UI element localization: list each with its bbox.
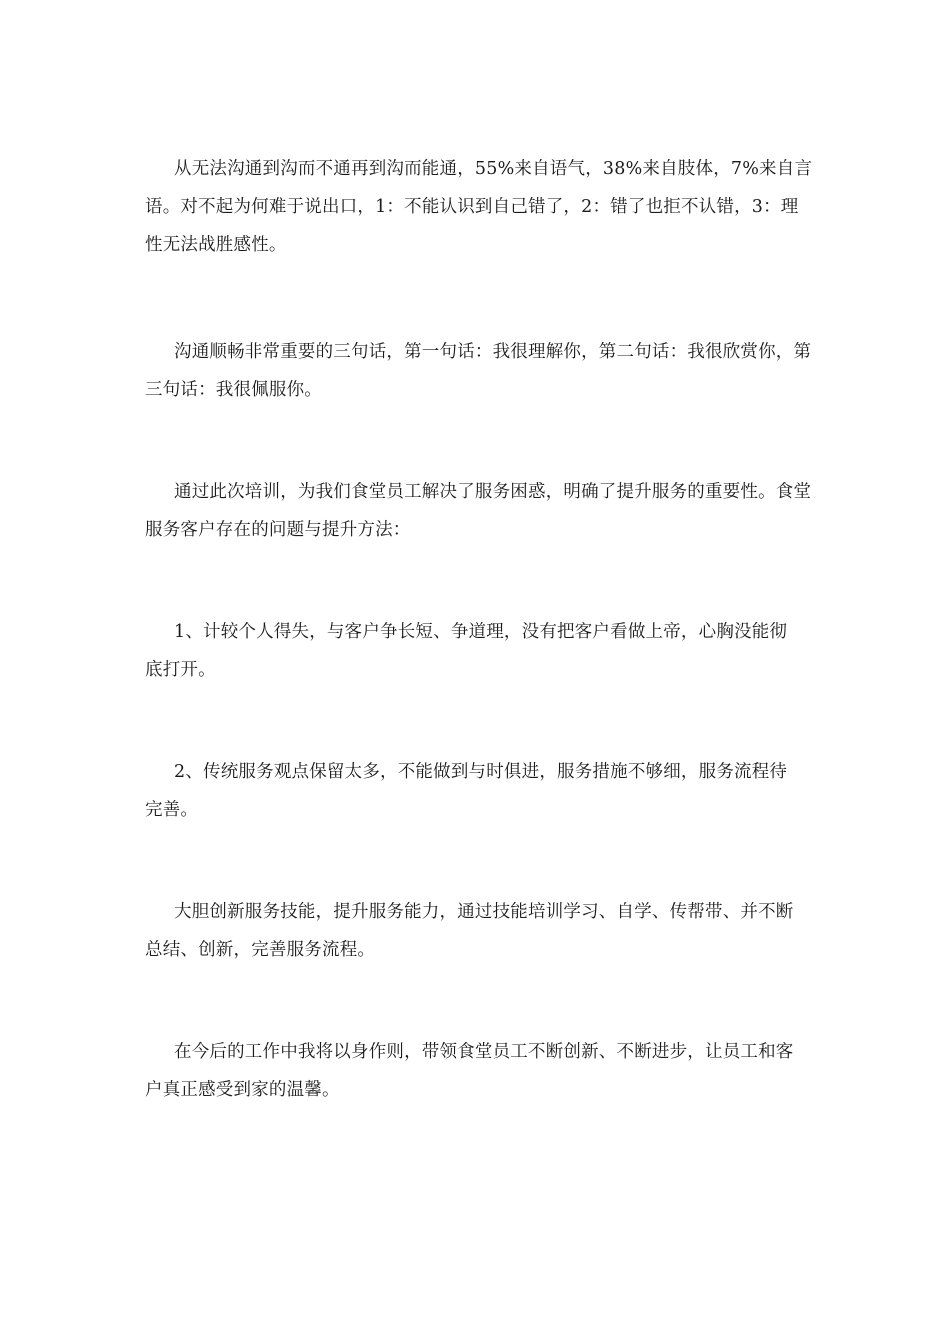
paragraph-training-summary: 通过此次培训，为我们食堂员工解决了服务困惑，明确了提升服务的重要性。食堂服务客户存在的问题与提升方法： [145, 482, 812, 540]
paragraph-future-work: 在今后的工作中我将以身作则，带领食堂员工不断创新、不断进步，让员工和客户真正感受到家的温馨。 [145, 1042, 794, 1100]
paragraph-three-sentences: 沟通顺畅非常重要的三句话，第一句话：我很理解你，第二句话：我很欣赏你，第三句话：我很佩服你。 [145, 342, 812, 400]
paragraph-innovation: 大胆创新服务技能，提升服务能力，通过技能培训学习、自学、传帮带、并不断总结、创新，完善服务流程。 [145, 902, 794, 960]
paragraph-issue-1: 1、计较个人得失，与客户争长短、争道理，没有把客户看做上帝，心胸没能彻底打开。 [145, 622, 788, 680]
paragraph-communication-ratios: 从无法沟通到沟而不通再到沟而能通，55%来自语气，38%来自肢体，7%来自言语。对不起为何难于说出口，1：不能认识到自己错了，2：错了也拒不认错，3：理性无法战胜感性。 [145, 159, 813, 255]
paragraph-issue-2: 2、传统服务观点保留太多，不能做到与时俱进，服务措施不够细，服务流程待完善。 [145, 762, 788, 820]
